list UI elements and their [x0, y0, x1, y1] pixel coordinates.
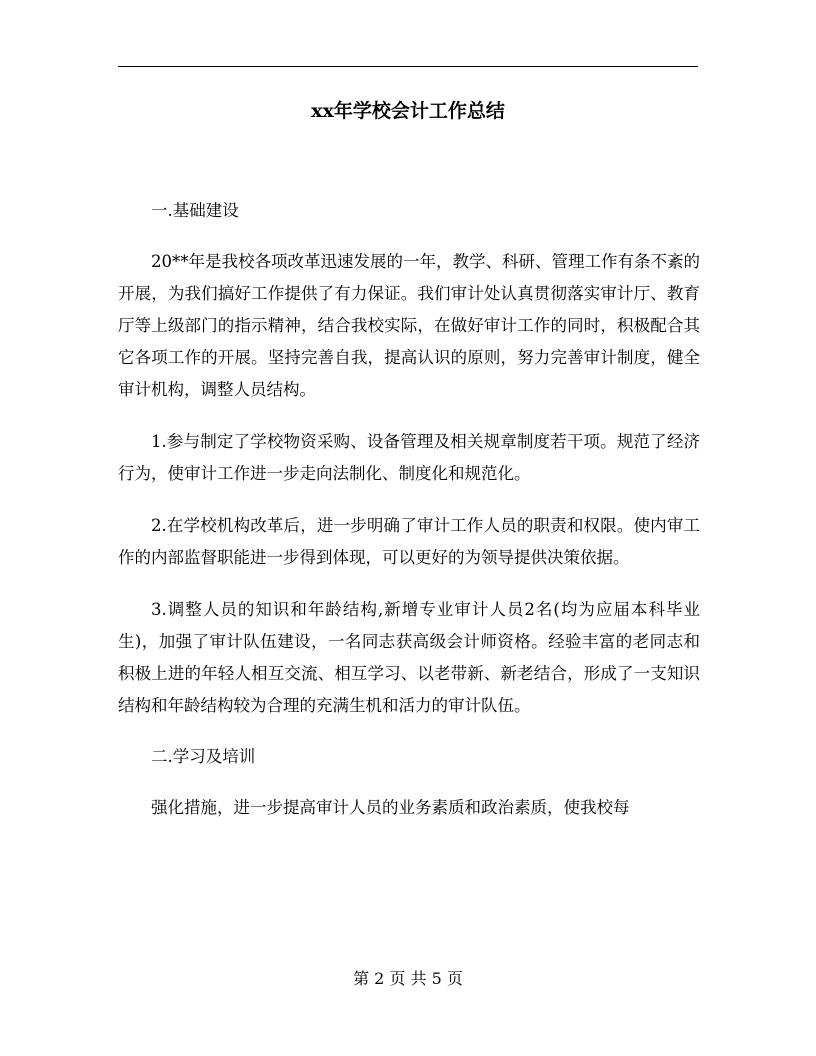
- document-body: [118, 196, 700, 844]
- paragraph: 20**年是我校各项改革迅速发展的一年，教学、科研、管理工作有条不紊的开展，为我们搞好工作提供了有力保证。我们审计处认真贯彻落实审计厅、教育厅等上级部门的指示精神，结合我校实际，在做好审计工作的同时，积极配合其它各项工作的开展。坚持完善自我，提高认识的原则，努力完善审计制度，健全审计机构，调整人员结构。: [118, 252, 700, 399]
- paragraph: 强化措施，进一步提高审计人员的业务素质和政治素质，使我校每: [151, 798, 630, 817]
- paragraph: 3.调整人员的知识和年龄结构,新增专业审计人员2名(均为应届本科毕业生)，加强了审计队伍建设，一名同志获高级会计师资格。经验丰富的老同志和积极上进的年轻人相互交流、相互学习、以老带新、新老结合，形成了一支知识结构和年龄结构较为合理的充满生机和活力的审计队伍。: [118, 600, 700, 715]
- document-title: xx年学校会计工作总结: [311, 100, 505, 122]
- page-number: 第 2 页 共 5 页: [353, 969, 463, 988]
- section-study-training: [118, 742, 700, 824]
- paragraph: 1.参与制定了学校物资采购、设备管理及相关规章制度若干项。规范了经济行为，使审计工作进一步走向法制化、制度化和规范化。: [118, 432, 700, 483]
- section-heading: 二.学习及培训: [151, 747, 256, 766]
- paragraph: 2.在学校机构改革后，进一步明确了审计工作人员的职责和权限。使内审工作的内部监督职能进一步得到体现，可以更好的为领导提供决策依据。: [118, 516, 700, 567]
- section-basic-construction: [118, 196, 700, 722]
- header-rule: [118, 66, 698, 67]
- section-heading: 一.基础建设: [151, 201, 239, 220]
